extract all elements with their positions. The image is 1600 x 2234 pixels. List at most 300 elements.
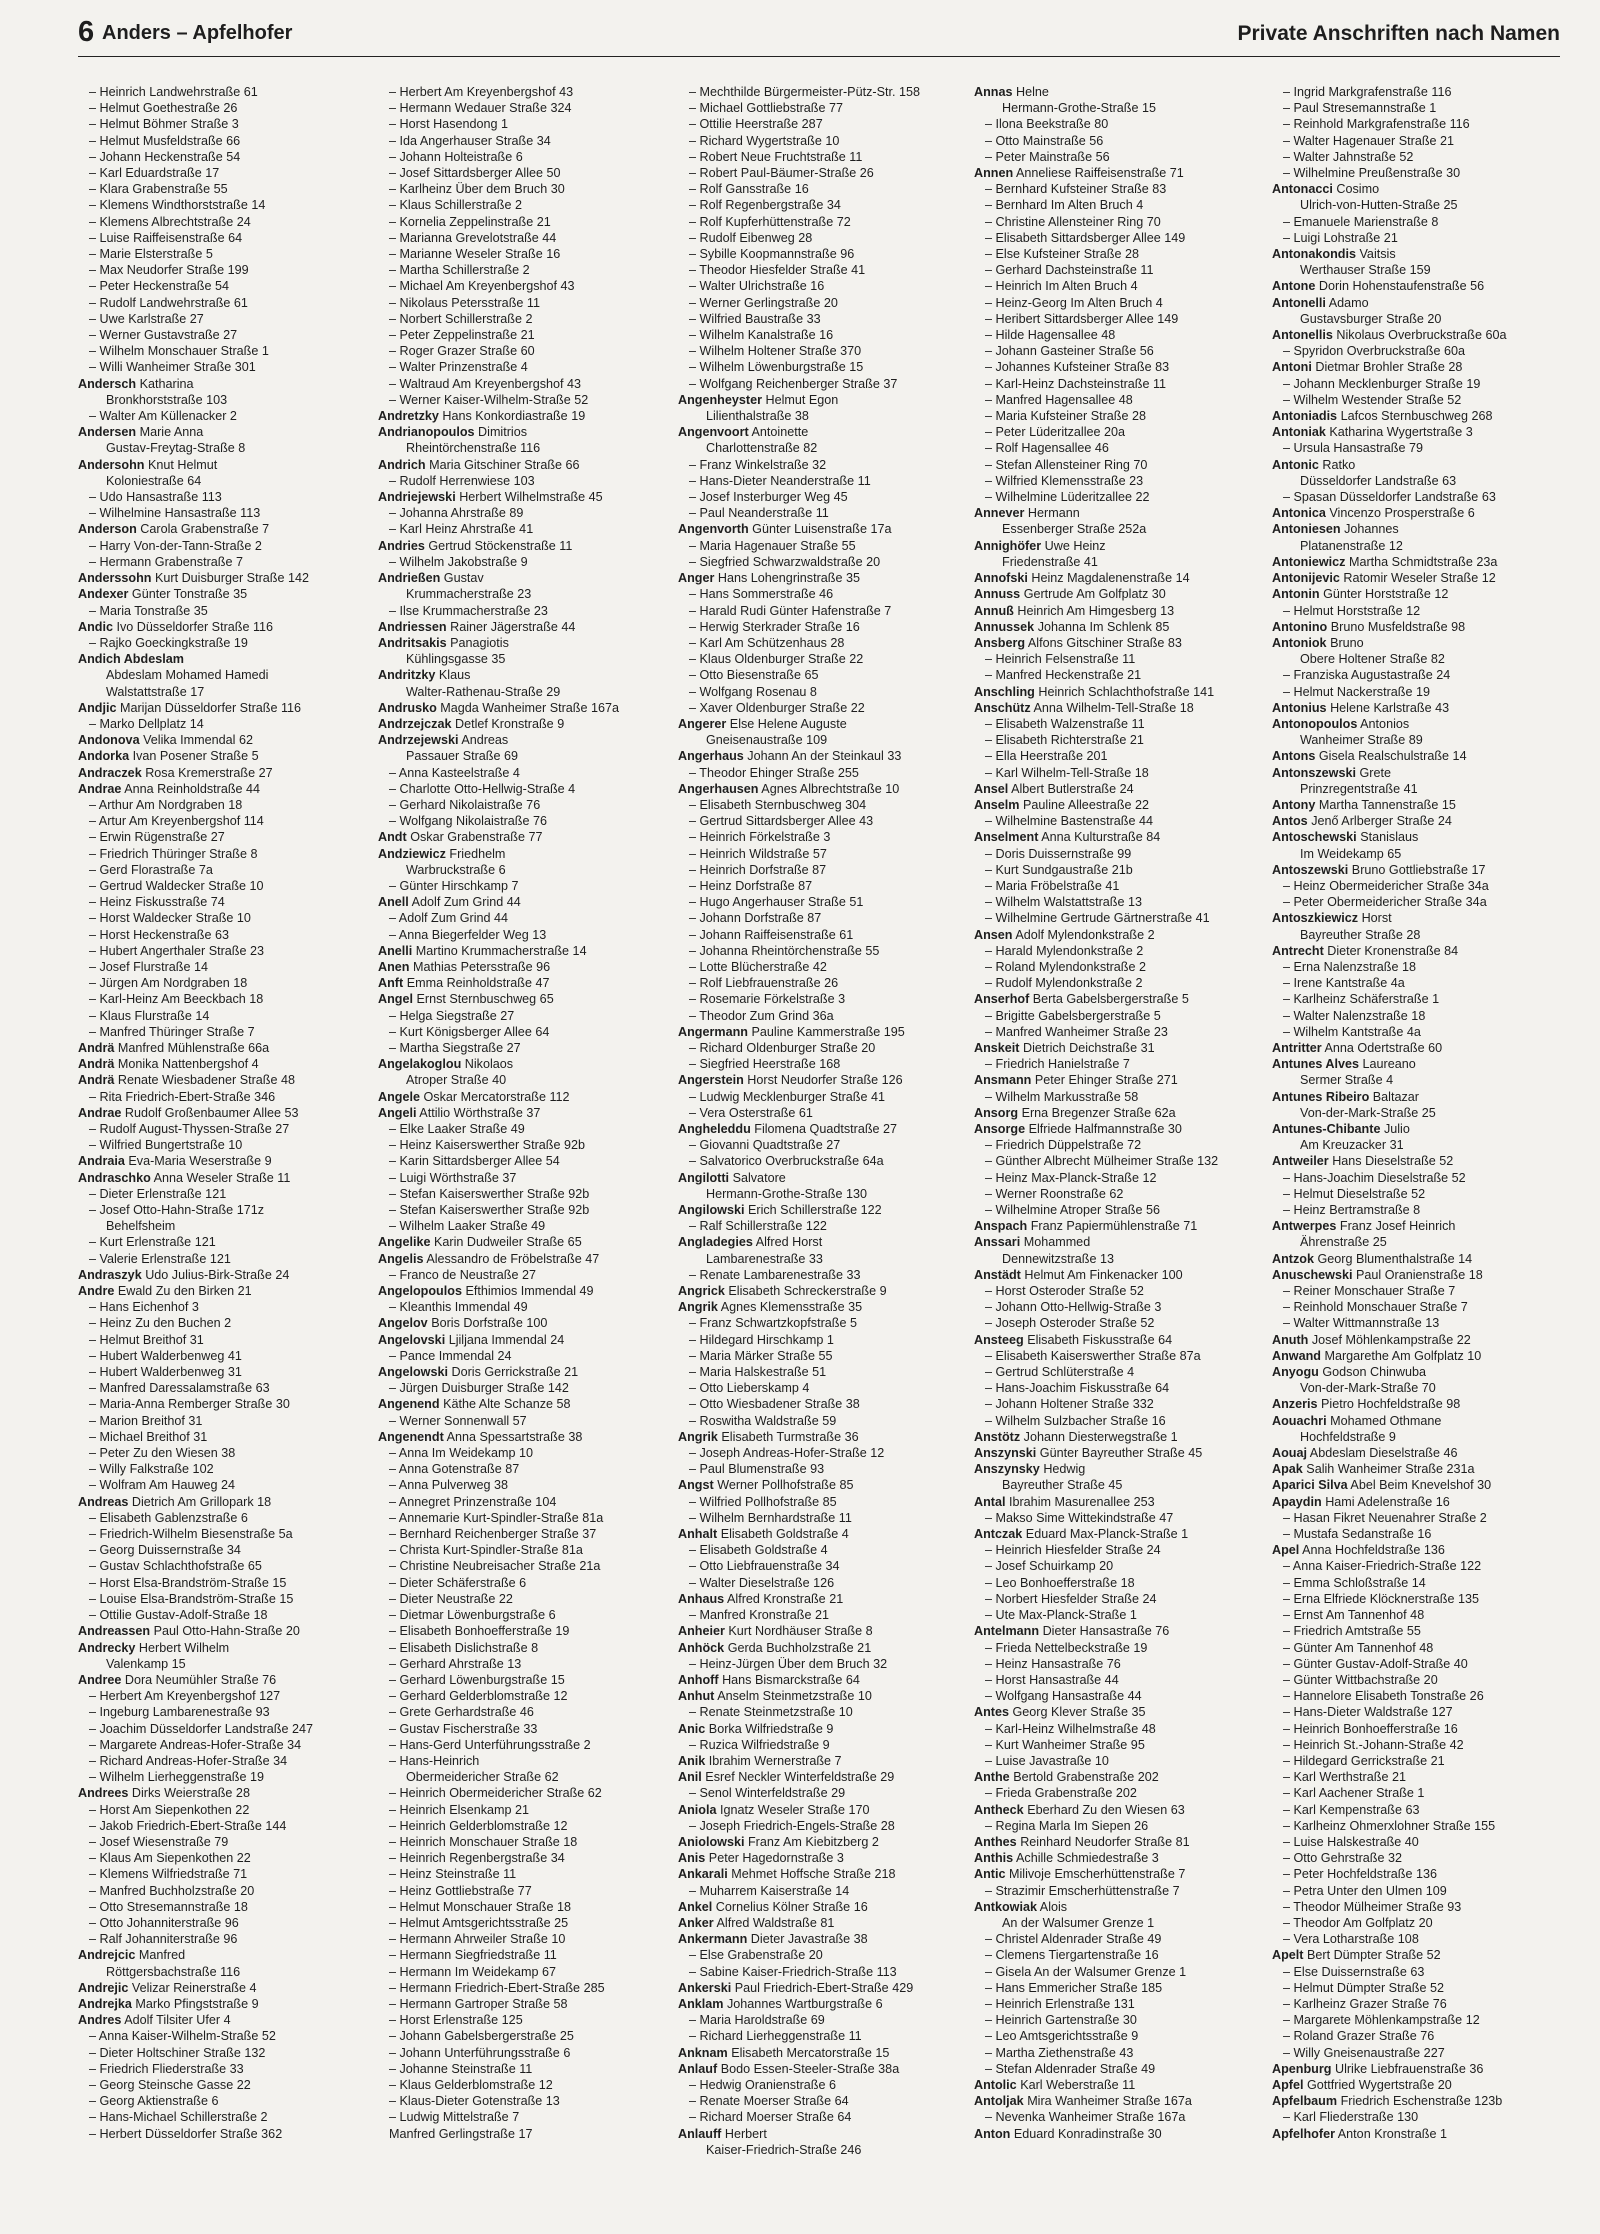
surname: Angelovski — [378, 1332, 446, 1347]
entry-text: – Peter Zu den Wiesen 38 — [89, 1446, 236, 1461]
entry-text: – Wilhelmine Preußenstraße 30 — [1283, 166, 1461, 181]
directory-entry — [1272, 991, 1560, 1007]
surname: Antonino — [1272, 619, 1328, 634]
directory-entry — [678, 538, 970, 554]
directory-entry — [378, 1947, 670, 1963]
directory-entry — [78, 392, 370, 408]
entry-text: – Stefan Kaiserswerther Straße 92b — [389, 1203, 590, 1218]
directory-entry — [678, 2109, 970, 2125]
directory-entry — [378, 311, 670, 327]
directory-entry — [378, 1964, 670, 1980]
entry-text: Alfred Waldstraße 81 — [716, 1915, 835, 1930]
directory-entry — [78, 1283, 370, 1299]
entry-text: – Johann Gabelsbergerstraße 25 — [389, 2029, 574, 2044]
entry-text: Margarethe Am Golfplatz 10 — [1324, 1348, 1482, 1363]
surname: Antunes Alves — [1272, 1057, 1360, 1072]
entry-text: – Wilhelm Sulzbacher Straße 16 — [985, 1413, 1166, 1428]
entry-text: – Wilhelm Kantstraße 4a — [1283, 1024, 1421, 1039]
directory-entry — [378, 732, 670, 748]
directory-entry — [78, 343, 370, 359]
directory-entry — [678, 1348, 970, 1364]
entry-text: – Paul Stresemannstraße 1 — [1283, 101, 1437, 116]
entry-text: – Karl Wilhelm-Tell-Straße 18 — [985, 765, 1149, 780]
directory-entry — [378, 1980, 670, 1996]
entry-text: – Josef Sittardsberger Allee 50 — [389, 166, 561, 181]
directory-entry — [378, 700, 670, 716]
entry-text: – Heinz Zu den Buchen 2 — [89, 1316, 232, 1331]
directory-entry — [1272, 1769, 1560, 1785]
directory-entry — [378, 1704, 670, 1720]
directory-entry — [1272, 1526, 1560, 1542]
surname: Annussek — [974, 619, 1035, 634]
surname: Angenvorth — [678, 522, 749, 537]
surname: Andrä — [78, 1073, 115, 1088]
entry-text: Carola Grabenstraße 7 — [140, 522, 270, 537]
entry-text: Warbruckstraße 6 — [406, 862, 506, 877]
directory-entry — [1272, 1996, 1560, 2012]
entry-text: Bruno Musfeldstraße 98 — [1330, 619, 1466, 634]
directory-entry — [378, 1380, 670, 1396]
directory-entry — [378, 1218, 670, 1234]
entry-text: – Lotte Blücherstraße 42 — [689, 959, 827, 974]
surname: Andree — [78, 1672, 122, 1687]
entry-text: Bodo Essen-Steeler-Straße 38a — [720, 2061, 900, 2076]
directory-entry — [1272, 716, 1560, 732]
directory-entry — [78, 1704, 370, 1720]
entry-text: – Norbert Schillerstraße 2 — [389, 311, 533, 326]
name-range: Anders – Apfelhofer — [102, 22, 293, 44]
entry-text: Ratko — [1322, 457, 1356, 472]
entry-text: Adolf Tilsiter Ufer 4 — [124, 2013, 231, 2028]
directory-entry — [378, 1461, 670, 1477]
entry-text: – Walter Dieselstraße 126 — [689, 1575, 835, 1590]
directory-entry — [78, 1396, 370, 1412]
entry-text: Ährenstraße 25 — [1300, 1235, 1387, 1250]
entry-text: – Karl Eduardstraße 17 — [89, 166, 220, 181]
entry-text: Georg Blumenthalstraße 14 — [1317, 1251, 1473, 1266]
surname: Angermann — [678, 1024, 748, 1039]
entry-text: – Else Grabenstraße 20 — [689, 1948, 823, 1963]
surname: Apfel — [1272, 2077, 1304, 2092]
directory-entry — [78, 1688, 370, 1704]
surname: Antunes-Chibante — [1272, 1122, 1381, 1136]
directory-entry — [78, 1850, 370, 1866]
directory-entry — [678, 1137, 970, 1153]
directory-entry — [78, 700, 370, 716]
entry-text: – Herbert Düsseldorfer Straße 362 — [89, 2126, 283, 2141]
surname: Andraszyk — [78, 1267, 142, 1282]
entry-text: – Günter Gustav-Adolf-Straße 40 — [1283, 1656, 1468, 1671]
entry-text: Dietmar Brohler Straße 28 — [1315, 360, 1463, 375]
directory-entry — [78, 440, 370, 456]
directory-entry — [378, 1883, 670, 1899]
entry-text: – Heinrich Wildstraße 57 — [689, 846, 827, 861]
directory-entry — [678, 278, 970, 294]
directory-entry — [78, 878, 370, 894]
directory-entry — [378, 1769, 670, 1785]
surname: Anderssohn — [78, 571, 152, 586]
entry-text: – Rudolf August-Thyssen-Straße 27 — [89, 1122, 290, 1136]
directory-entry — [1272, 1931, 1560, 1947]
surname: Andrae — [78, 1105, 122, 1120]
directory-entry — [974, 1640, 1264, 1656]
entry-text: Eduard Konradinstraße 30 — [1013, 2126, 1162, 2141]
entry-text: – Elisabeth Dislichstraße 8 — [389, 1640, 539, 1655]
directory-columns — [0, 84, 1600, 2224]
entry-text: – Günter Wittbachstraße 20 — [1283, 1672, 1438, 1687]
directory-entry — [974, 2109, 1264, 2125]
directory-entry — [378, 1931, 670, 1947]
entry-text: – Heinz Max-Planck-Straße 12 — [985, 1170, 1157, 1185]
entry-text: – Anna Kaiser-Friedrich-Straße 122 — [1283, 1559, 1482, 1574]
entry-text: – Elisabeth Goldstraße 4 — [689, 1543, 828, 1558]
entry-text: – Paul Neanderstraße 11 — [689, 506, 829, 521]
entry-text: – Ludwig Mittelstraße 7 — [389, 2110, 520, 2125]
directory-entry — [974, 2012, 1264, 2028]
directory-entry — [78, 424, 370, 440]
entry-text: Anton Kronstraße 1 — [1337, 2126, 1447, 2141]
surname: Angenheyster — [678, 392, 762, 407]
directory-entry — [378, 1153, 670, 1169]
directory-entry — [378, 1575, 670, 1591]
surname: Anselm — [974, 797, 1020, 812]
surname: Anssari — [974, 1235, 1021, 1250]
directory-entry — [678, 2126, 970, 2142]
surname: Annuß — [974, 603, 1014, 618]
directory-entry — [1272, 295, 1560, 311]
entry-text: Obermeidericher Straße 62 — [406, 1770, 559, 1785]
surname: Angelis — [378, 1251, 424, 1266]
directory-entry — [78, 2061, 370, 2077]
directory-entry — [678, 1850, 970, 1866]
directory-entry — [678, 1672, 970, 1688]
surname: Andrzejewski — [378, 733, 459, 748]
entry-text: Mira Wanheimer Straße 167a — [1027, 2094, 1192, 2109]
entry-text: – Richard Oldenburger Straße 20 — [689, 1040, 876, 1055]
directory-entry — [974, 278, 1264, 294]
directory-entry — [78, 1769, 370, 1785]
entry-text: – Wilhelm Bernhardstraße 11 — [689, 1510, 852, 1525]
entry-text: – Ida Angerhauser Straße 34 — [389, 133, 551, 148]
entry-text: – Wilfried Klemensstraße 23 — [985, 473, 1144, 488]
directory-entry — [974, 1688, 1264, 1704]
directory-entry — [1272, 116, 1560, 132]
directory-entry — [974, 359, 1264, 375]
entry-text: – Otto Biesenstraße 65 — [689, 668, 819, 683]
directory-entry — [378, 1866, 670, 1882]
surname: Antrecht — [1272, 943, 1324, 958]
directory-entry — [678, 1575, 970, 1591]
entry-text: – Johann Holteistraße 6 — [389, 149, 523, 164]
directory-entry — [378, 1137, 670, 1153]
directory-entry — [78, 1413, 370, 1429]
directory-entry — [78, 149, 370, 165]
entry-text: – Wilhelmine Gertrude Gärtnerstraße 41 — [985, 911, 1210, 926]
directory-entry — [678, 2012, 970, 2028]
entry-text: – Kurt Sundgaustraße 21b — [985, 862, 1133, 877]
entry-text: Paul Otto-Hahn-Straße 20 — [153, 1624, 300, 1639]
entry-text: Bayreuther Straße 28 — [1300, 927, 1421, 942]
directory-entry — [974, 1607, 1264, 1623]
entry-text: – Horst Am Siepenkothen 22 — [89, 1802, 250, 1817]
directory-entry — [974, 991, 1264, 1007]
entry-text: – Heinz Dorfstraße 87 — [689, 878, 813, 893]
directory-entry — [974, 214, 1264, 230]
directory-entry — [678, 1542, 970, 1558]
directory-entry — [78, 505, 370, 521]
surname: Apenburg — [1272, 2061, 1332, 2076]
entry-text: – Anna Gotenstraße 87 — [389, 1462, 520, 1477]
directory-entry — [378, 521, 670, 537]
directory-entry — [678, 797, 970, 813]
directory-entry — [974, 943, 1264, 959]
directory-entry — [78, 1186, 370, 1202]
entry-text: – Walter Wittmannstraße 13 — [1283, 1316, 1440, 1331]
directory-entry — [974, 343, 1264, 359]
entry-text: – Karin Sittardsberger Allee 54 — [389, 1154, 560, 1169]
surname: Anuschewski — [1272, 1267, 1353, 1282]
entry-text: Am Kreuzacker 31 — [1300, 1138, 1404, 1153]
directory-entry — [678, 327, 970, 343]
directory-entry — [1272, 1704, 1560, 1720]
directory-entry — [78, 1964, 370, 1980]
entry-text: Friedenstraße 41 — [1002, 554, 1098, 569]
surname: Antoniesen — [1272, 522, 1341, 537]
entry-text: – Maria Fröbelstraße 41 — [985, 878, 1120, 893]
surname: Antonica — [1272, 506, 1326, 521]
directory-entry — [974, 2061, 1264, 2077]
entry-text: – Klaus Schillerstraße 2 — [389, 198, 522, 213]
entry-text: – Frieda Nettelbeckstraße 19 — [985, 1640, 1148, 1655]
entry-text: – Mechthilde Bürgermeister-Pütz-Str. 158 — [689, 85, 920, 99]
directory-entry — [78, 635, 370, 651]
entry-text: – Johann Otto-Hellwig-Straße 3 — [985, 1300, 1162, 1315]
directory-entry — [678, 1332, 970, 1348]
directory-entry — [378, 1915, 670, 1931]
entry-text: Hermann-Grothe-Straße 15 — [1002, 101, 1156, 116]
entry-text: – Margarete Andreas-Hofer-Straße 34 — [89, 1737, 302, 1752]
directory-entry — [1272, 554, 1560, 570]
entry-text: – Hermann Siegfriedstraße 11 — [389, 1948, 557, 1963]
directory-entry — [974, 570, 1264, 586]
surname: Angenvoort — [678, 425, 749, 440]
directory-entry — [678, 2045, 970, 2061]
entry-text: – Rolf Hagensallee 46 — [985, 441, 1109, 456]
directory-entry — [1272, 667, 1560, 683]
entry-text: – Paul Blumenstraße 93 — [689, 1462, 825, 1477]
entry-text: – Siegfried Heerstraße 168 — [689, 1057, 841, 1072]
entry-text: – Richard Moerser Straße 64 — [689, 2110, 852, 2125]
entry-text: – Johann Heckenstraße 54 — [89, 149, 241, 164]
entry-text: Godson Chinwuba — [1322, 1365, 1426, 1380]
directory-entry — [974, 376, 1264, 392]
entry-text: Dieter Kronenstraße 84 — [1327, 943, 1459, 958]
directory-entry — [78, 1721, 370, 1737]
entry-text: – Hannelore Elisabeth Tonstraße 26 — [1283, 1689, 1484, 1704]
directory-entry — [378, 1802, 670, 1818]
entry-text: Renate Wiesbadener Straße 48 — [117, 1073, 296, 1088]
directory-entry — [378, 684, 670, 700]
entry-text: – Ralf Schillerstraße 122 — [689, 1219, 827, 1234]
directory-entry — [1272, 327, 1560, 343]
directory-entry — [78, 1866, 370, 1882]
entry-text: Dirks Weierstraße 28 — [131, 1786, 250, 1801]
entry-text: – Heinz Kaiserswerther Straße 92b — [389, 1138, 585, 1153]
directory-entry — [1272, 829, 1560, 845]
directory-entry — [378, 1234, 670, 1250]
directory-entry — [974, 1348, 1264, 1364]
directory-entry — [974, 1445, 1264, 1461]
directory-entry — [678, 1915, 970, 1931]
entry-text: Friedrich Eschenstraße 123b — [1340, 2094, 1503, 2109]
directory-entry — [78, 781, 370, 797]
surname: Andritsakis — [378, 635, 447, 650]
entry-text: – Georg Aktienstraße 6 — [89, 2094, 219, 2109]
entry-text: – Walter Am Küllenacker 2 — [89, 409, 237, 424]
entry-text: – Manfred Thüringer Straße 7 — [89, 1024, 255, 1039]
entry-text: – Senol Winterfeldstraße 29 — [689, 1786, 846, 1801]
entry-text: – Theodor Zum Grind 36a — [689, 1008, 834, 1023]
directory-entry — [1272, 927, 1560, 943]
directory-entry — [1272, 732, 1560, 748]
entry-text: – Leo Bonhoefferstraße 18 — [985, 1575, 1135, 1590]
entry-text: – Roland Grazer Straße 76 — [1283, 2029, 1435, 2044]
entry-text: Pauline Alleestraße 22 — [1023, 797, 1150, 812]
entry-text: Knut Helmut — [147, 457, 218, 472]
directory-entry — [378, 943, 670, 959]
entry-text: – Stefan Allensteiner Ring 70 — [985, 457, 1148, 472]
directory-entry — [1272, 1866, 1560, 1882]
directory-entry — [78, 1656, 370, 1672]
directory-entry — [678, 1899, 970, 1915]
entry-text: Elisabeth Mercatorstraße 15 — [731, 2045, 890, 2060]
directory-entry — [378, 878, 670, 894]
directory-entry — [1272, 424, 1560, 440]
surname: Anszynsky — [974, 1462, 1040, 1477]
surname: Antweiler — [1272, 1154, 1329, 1169]
entry-text: – Stefan Kaiserswerther Straße 92b — [389, 1186, 590, 1201]
entry-text: Detlef Kronstraße 9 — [455, 716, 565, 731]
directory-entry — [378, 327, 670, 343]
directory-entry — [78, 1024, 370, 1040]
directory-entry — [974, 311, 1264, 327]
entry-text: Hedwig — [1043, 1462, 1086, 1477]
directory-entry — [1272, 1186, 1560, 1202]
entry-text: – Roswitha Waldstraße 59 — [689, 1413, 837, 1428]
entry-text: – Erna Nalenzstraße 18 — [1283, 959, 1417, 974]
directory-entry — [678, 1267, 970, 1283]
entry-text: Rainer Jägerstraße 44 — [450, 619, 576, 634]
directory-entry — [378, 408, 670, 424]
entry-text: – Vera Lotharstraße 108 — [1283, 1932, 1419, 1947]
entry-text: Helmut Am Finkenacker 100 — [1024, 1267, 1183, 1282]
directory-entry — [78, 829, 370, 845]
directory-entry — [974, 1315, 1264, 1331]
surname: Andrejcic — [78, 1948, 136, 1963]
directory-entry — [678, 376, 970, 392]
entry-text: Katharina — [139, 376, 194, 391]
directory-entry — [678, 1477, 970, 1493]
entry-text: Hami Adelenstraße 16 — [1325, 1494, 1450, 1509]
surname: Anhaus — [678, 1591, 725, 1606]
surname: Angheleddu — [678, 1122, 751, 1136]
directory-entry — [378, 635, 670, 651]
entry-text: – Muharrem Kaiserstraße 14 — [689, 1883, 850, 1898]
entry-text: Panagiotis — [450, 635, 509, 650]
entry-text: – Max Neudorfer Straße 199 — [89, 263, 249, 278]
surname: Ansel — [974, 781, 1009, 796]
entry-text: – Josef Schuirkamp 20 — [985, 1559, 1114, 1574]
entry-text: – Rosemarie Förkelstraße 3 — [689, 992, 846, 1007]
entry-text: Stanislaus — [1360, 830, 1419, 845]
entry-text: – Heinz Bertramstraße 8 — [1283, 1203, 1421, 1218]
directory-entry — [974, 829, 1264, 845]
entry-text: – Richard Lierheggenstraße 11 — [689, 2029, 862, 2044]
entry-text: Obere Holtener Straße 82 — [1300, 652, 1445, 667]
directory-entry — [1272, 2012, 1560, 2028]
directory-entry — [678, 651, 970, 667]
entry-text: – Manfred Kronstraße 21 — [689, 1608, 830, 1623]
directory-entry — [678, 1186, 970, 1202]
entry-text: Peter Ehinger Straße 271 — [1034, 1073, 1178, 1088]
entry-text: – Wilhelmine Lüderitzallee 22 — [985, 490, 1150, 505]
directory-entry — [1272, 1542, 1560, 1558]
page-header — [78, 16, 1560, 57]
surname: Andrejic — [78, 1980, 129, 1995]
entry-text: – Wilhelm Löwenburgstraße 15 — [689, 360, 864, 375]
directory-entry — [678, 1170, 970, 1186]
directory-entry — [974, 521, 1264, 537]
entry-text: – Wilhelmine Atroper Straße 56 — [985, 1203, 1160, 1218]
directory-entry — [378, 651, 670, 667]
entry-text: – Johann Gasteiner Straße 56 — [985, 344, 1154, 359]
entry-text: – Elisabeth Sittardsberger Allee 149 — [985, 230, 1186, 245]
entry-text: Ivan Posener Straße 5 — [132, 749, 259, 764]
surname: Anstötz — [974, 1429, 1021, 1444]
directory-entry — [378, 1105, 670, 1121]
entry-text: – Emma Schloßstraße 14 — [1283, 1575, 1426, 1590]
directory-entry — [678, 1445, 970, 1461]
surname: Anheier — [678, 1624, 725, 1639]
directory-entry — [378, 1494, 670, 1510]
entry-text: – Hubert Angerthaler Straße 23 — [89, 943, 265, 958]
directory-entry — [1272, 943, 1560, 959]
surname: Anklam — [678, 1996, 724, 2011]
entry-text: – Ottilie Gustav-Adolf-Straße 18 — [89, 1608, 268, 1623]
entry-text: Herbert Wilhelm — [138, 1640, 230, 1655]
directory-entry — [78, 538, 370, 554]
directory-entry — [974, 1413, 1264, 1429]
directory-entry — [378, 1672, 670, 1688]
entry-text: – Clemens Tiergartenstraße 16 — [985, 1948, 1159, 1963]
entry-text: – Karlheinz Ohmerxlohner Straße 155 — [1283, 1818, 1496, 1833]
surname: Angrik — [678, 1300, 718, 1315]
entry-text: – Horst Hansastraße 44 — [985, 1672, 1119, 1687]
entry-text: – Martha Siegstraße 27 — [389, 1040, 521, 1055]
surname: Anschütz — [974, 700, 1031, 715]
entry-text: – Karl Heinz Ahrstraße 41 — [389, 522, 534, 537]
entry-text: Heinrich Am Himgesberg 13 — [1017, 603, 1175, 618]
directory-entry — [378, 975, 670, 991]
directory-entry — [678, 2093, 970, 2109]
directory-entry — [678, 586, 970, 602]
entry-text: – Rudolf Mylendonkstraße 2 — [985, 976, 1143, 991]
surname: Antoljak — [974, 2094, 1024, 2109]
directory-entry — [678, 1072, 970, 1088]
entry-text: – Heinrich Gartenstraße 30 — [985, 2013, 1137, 2028]
directory-entry — [78, 1980, 370, 1996]
entry-text: – Günther Albrecht Mülheimer Straße 132 — [985, 1154, 1219, 1169]
